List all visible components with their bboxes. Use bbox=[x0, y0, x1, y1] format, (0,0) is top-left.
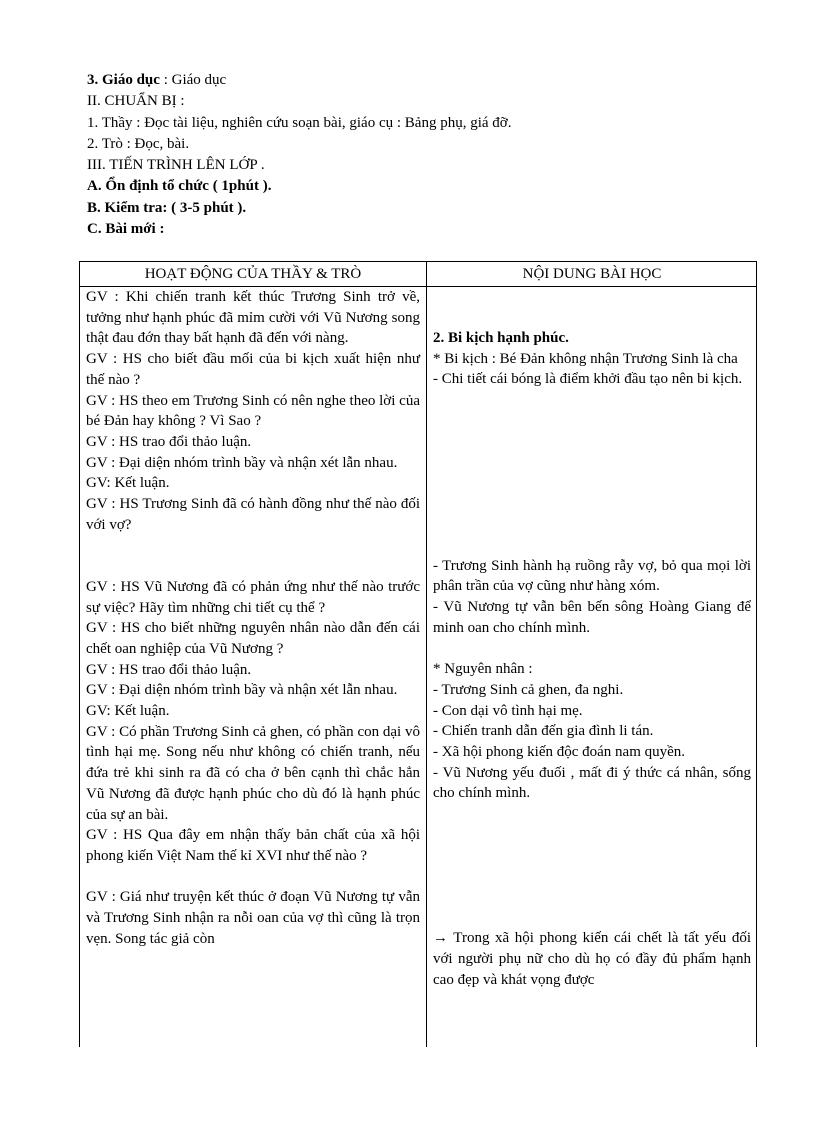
section-education-text: : Giáo dục bbox=[159, 72, 227, 88]
section-education-label: 3. Giáo dục bbox=[87, 72, 160, 88]
spacer bbox=[433, 639, 751, 660]
step-b: B. Kiểm tra: ( 3-5 phút ). bbox=[87, 199, 247, 216]
lesson-table bbox=[79, 261, 757, 1047]
heading-lesson-procedure: III. TIẾN TRÌNH LÊN LỚP . bbox=[87, 157, 265, 174]
spacer bbox=[433, 804, 751, 928]
activity-paragraph: GV : HS theo em Trương Sinh có nên nghe theo lời của bé Đản hay không ? Vì Sao ? bbox=[86, 392, 420, 430]
step-a: A. Ổn định tổ chức ( 1phút ). bbox=[87, 178, 272, 195]
step-c: C. Bài mới : bbox=[87, 221, 165, 238]
header-content: NỘI DUNG BÀI HỌC bbox=[522, 266, 662, 282]
spacer bbox=[86, 867, 420, 888]
content-paragraph: - Trương Sinh hành hạ ruồng rẫy vợ, bỏ qua mọi lời phân trần của vợ cũng như hàng xóm. bbox=[433, 557, 751, 595]
activity-paragraph: GV : Khi chiến tranh kết thúc Trương Sinh trở về, tưởng như hạnh phúc đã mỉm cười với Vũ Nương song thật đau đớn thay bất hạnh đã đến với nàng. bbox=[86, 289, 420, 347]
activity-paragraph: GV : Đại diện nhóm trình bầy và nhận xét lẫn nhau. bbox=[86, 454, 398, 471]
activity-paragraph: GV : Giá như truyện kết thúc ở đoạn Vũ Nương tự vẫn và Trương Sinh nhận ra nỗi oan của vợ thì cũng là trọn vẹn. Song tác giả còn bbox=[86, 889, 420, 947]
table-header-row bbox=[80, 262, 756, 287]
content-paragraph: - Chi tiết cái bóng là điểm khởi đầu tạo nên bi kịch. bbox=[433, 371, 743, 388]
activity-paragraph: GV : HS Vũ Nương đã có phản ứng như thế nào trước sự việc? Hãy tìm những chi tiết cụ thể ? bbox=[86, 578, 420, 616]
student-preparation: 2. Trò : Đọc, bài. bbox=[87, 135, 190, 152]
content-heading: 2. Bi kịch hạnh phúc. bbox=[433, 330, 569, 346]
content-paragraph: - Vũ Nương tự vẫn bên bến sông Hoàng Giang để minh oan cho chính mình. bbox=[433, 599, 751, 636]
activity-paragraph: GV : HS trao đổi thảo luận. bbox=[86, 433, 252, 450]
content-column bbox=[433, 287, 751, 990]
activity-paragraph: GV : Đại diện nhóm trình bầy và nhận xét lẫn nhau. bbox=[86, 682, 398, 699]
activity-paragraph: GV : HS Trương Sinh đã có hành đồng như thế nào đối với vợ? bbox=[86, 496, 420, 533]
content-paragraph: * Nguyên nhân : bbox=[433, 661, 533, 678]
content-paragraph: - Vũ Nương yếu đuối , mất đi ý thức cá nhân, sống cho chính mình. bbox=[433, 764, 751, 802]
content-paragraph: - Trương Sinh cả ghen, đa nghi. bbox=[433, 681, 624, 698]
content-paragraph: * Bi kịch : Bé Đản không nhận Trương Sinh là cha bbox=[433, 350, 738, 367]
content-paragraph: - Con dại vô tình hại mẹ. bbox=[433, 702, 583, 719]
activity-paragraph: GV: Kết luận. bbox=[86, 703, 170, 720]
section-education bbox=[87, 70, 767, 91]
content-paragraph: - Chiến tranh dẫn đến gia đình li tán. bbox=[433, 723, 654, 740]
content-paragraph: → Trong xã hội phong kiến cái chết là tất yếu đối với người phụ nữ cho dù họ có đầy đủ phẩm hạnh cao đẹp và khát vọng được bbox=[433, 930, 751, 988]
teacher-preparation: 1. Thầy : Đọc tài liệu, nghiên cứu soạn bài, giáo cụ : Bảng phụ, giá đỡ. bbox=[87, 114, 512, 131]
lesson-header bbox=[87, 70, 767, 240]
activity-paragraph: GV : HS trao đổi thảo luận. bbox=[86, 661, 252, 678]
header-activities: HOẠT ĐỘNG CỦA THẦY & TRÒ bbox=[144, 266, 362, 282]
activity-paragraph: GV : Có phần Trương Sinh cả ghen, có phần con dại vô tình hại mẹ. Song nếu như không có chiến tranh, nếu đứa trẻ khi sinh ra đã có cha ở bên cạnh thì chắc hẳn Vũ Nương đã được hạnh phúc cho dù đó là hạnh phúc của sự an bài. bbox=[86, 723, 420, 823]
activity-paragraph: GV : HS Qua đây em nhận thấy bản chất của xã hội phong kiến Việt Nam thế kỉ XVI như thế nào ? bbox=[86, 827, 420, 864]
heading-preparation: II. CHUẨN BỊ : bbox=[87, 93, 185, 110]
activity-paragraph: GV: Kết luận. bbox=[86, 475, 170, 492]
spacer bbox=[433, 287, 751, 328]
activities-column bbox=[86, 287, 420, 949]
content-paragraph: - Xã hội phong kiến độc đoán nam quyền. bbox=[433, 744, 686, 761]
activity-paragraph: GV : HS cho biết những nguyên nhân nào dẫn đến cái chết oan nghiệp của Vũ Nương ? bbox=[86, 620, 420, 657]
activity-paragraph: GV : HS cho biết đầu mối của bi kịch xuất hiện như thế nào ? bbox=[86, 351, 420, 388]
column-divider bbox=[426, 262, 427, 1047]
spacer bbox=[86, 535, 420, 576]
spacer bbox=[433, 390, 751, 556]
